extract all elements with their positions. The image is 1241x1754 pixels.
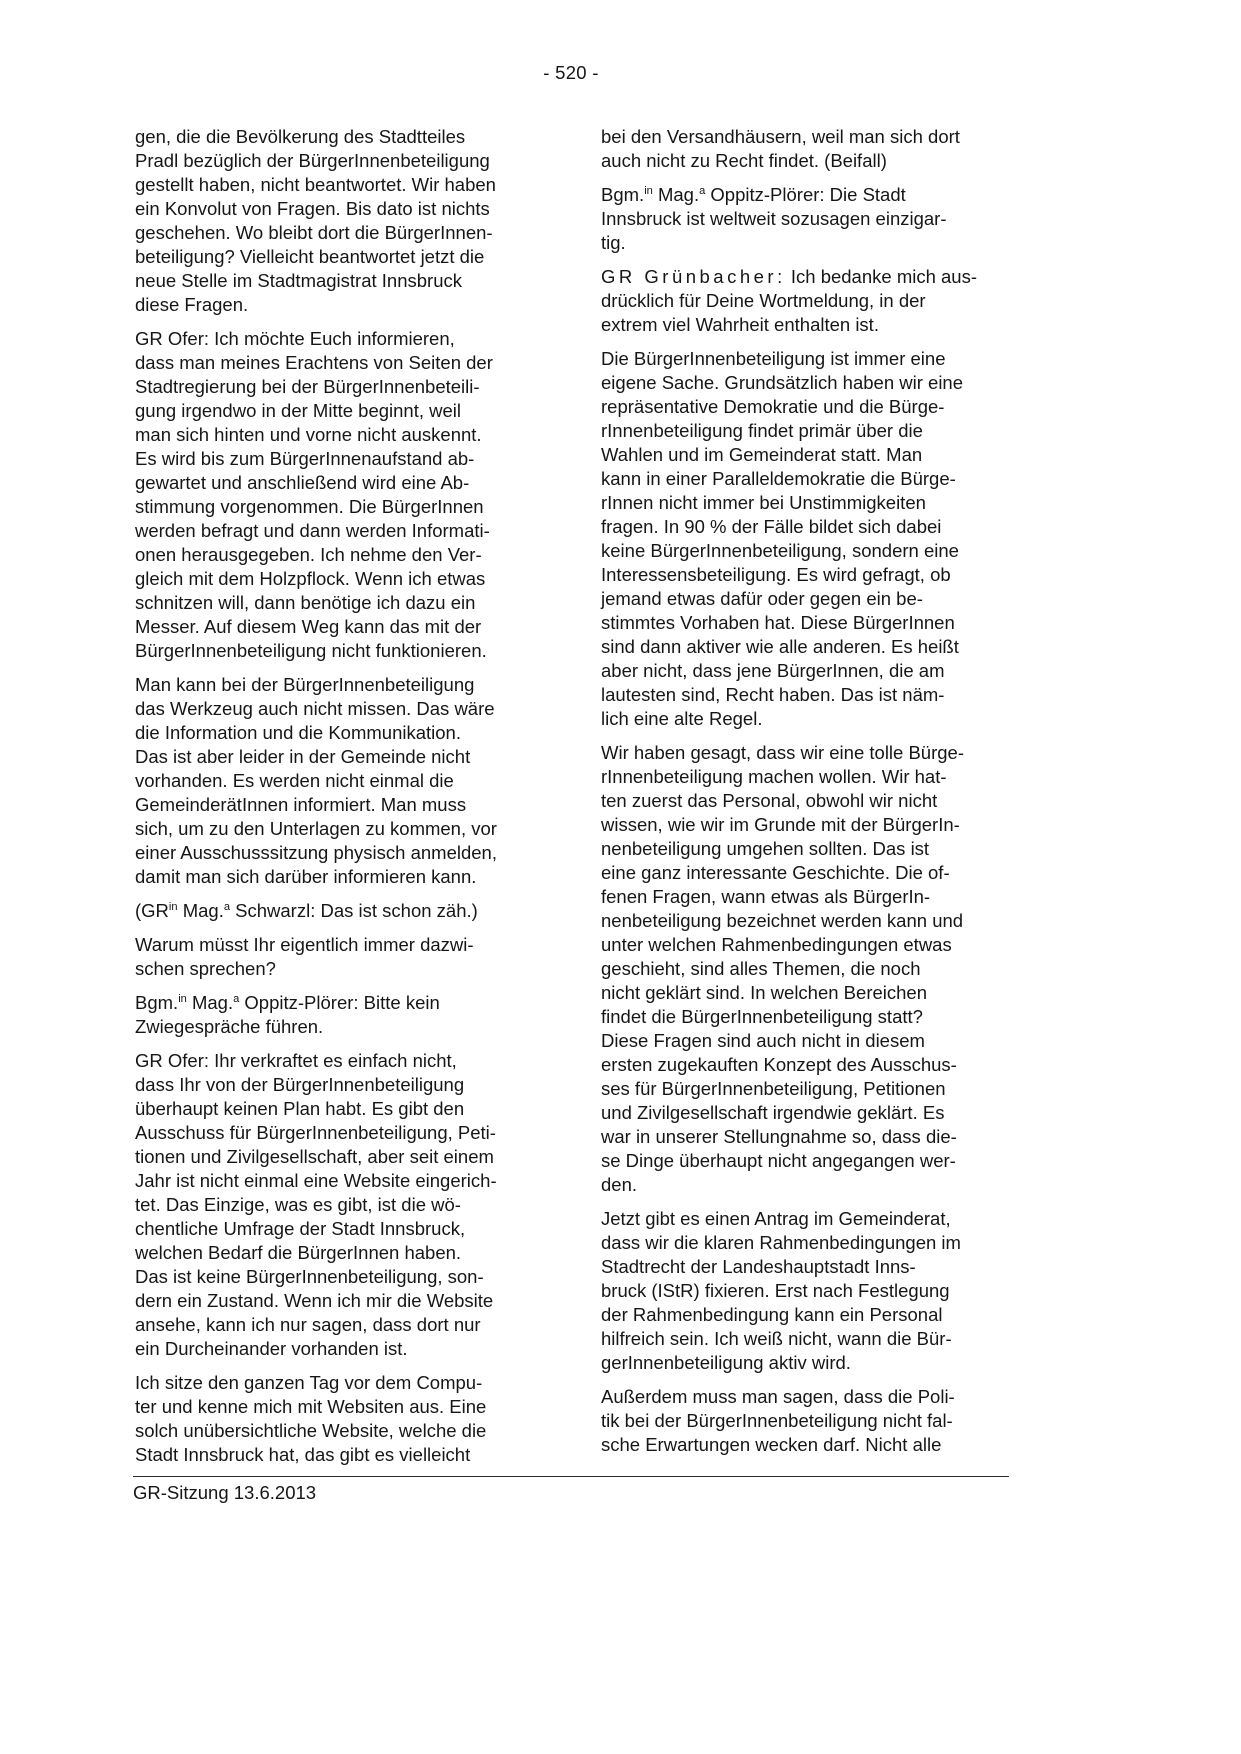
paragraph: Bgm.$^{in}$ Mag.$^a$ Oppitz-Plörer: Die Stadt Innsbruck ist weltweit sozusagen einzigar- tig. — [601, 184, 947, 253]
paragraph: bei den Versandhäusern, weil man sich dort auch nicht zu Recht findet. (Beifall) — [601, 126, 960, 171]
text-columns — [135, 125, 1015, 1467]
paragraph: Ich sitze den ganzen Tag vor dem Compu- ter und kenne mich mit Websiten aus. Eine solch unübersichtliche Website, welche die Stadt Innsbruck hat, das gibt es vielleicht — [135, 1372, 487, 1465]
page-footer — [133, 1476, 1009, 1504]
superscript: a — [699, 184, 706, 197]
footer-session-label: GR-Sitzung 13.6.2013 — [133, 1482, 317, 1503]
paragraph: GR Ofer: Ihr verkraftet es einfach nicht, dass Ihr von der BürgerInnenbeteiligung überhaupt keinen Plan habt. Es gibt den Ausschuss für BürgerInnenbeteiligung, Peti- tionen und Zivilgesellschaft, aber seit einem Jahr ist nicht einmal eine Website eingerich- tet. Das Einzige, was es gibt, ist die wö- chentliche Umfrage der Stadt Innsbruck, welchen Bedarf die BürgerInnen haben. Das ist keine BürgerInnenbeteiligung, son- dern ein Zustand. Wenn ich mir die Website ansehe, kann ich nur sagen, dass dort nur ein Durcheinander vorhanden ist. — [135, 1050, 497, 1359]
superscript: a — [233, 992, 240, 1005]
speaker-name: GR Grünbacher: — [601, 266, 786, 287]
paragraph: Außerdem muss man sagen, dass die Poli- tik bei der BürgerInnenbeteiligung nicht fal- sche Erwartungen wecken darf. Nicht alle — [601, 1386, 955, 1455]
left-column — [135, 125, 547, 1467]
paragraph: GR Grünbacher: Ich bedanke mich aus- drücklich für Deine Wortmeldung, in der extrem viel Wahrheit enthalten ist. — [601, 266, 978, 335]
superscript: in — [168, 900, 178, 913]
page-number: - 520 - — [543, 62, 599, 83]
paragraph: GR Ofer: Ich möchte Euch informieren, dass man meines Erachtens von Seiten der Stadtregierung bei der BürgerInnenbeteili- gung irgendwo in der Mitte beginnt, weil man sich hinten und vorne nicht auskennt. Es wird bis zum BürgerInnenaufstand ab- gewartet und anschließend wird eine Ab- stimmung vorgenommen. Die BürgerInnen werden befragt und dann werden Informati- onen herausgegeben. Ich nehme den Ver- gleich mit dem Holzpflock. Wenn ich etwas schnitzen will, dann benötige ich dazu ein Messer. Auf diesem Weg kann das mit der BürgerInnenbeteiligung nicht funktionieren. — [135, 328, 493, 661]
superscript: in — [644, 184, 653, 197]
paragraph: Jetzt gibt es einen Antrag im Gemeinderat, dass wir die klaren Rahmenbedingungen im Stadtrecht der Landeshauptstadt Inns- bruck (IStR) fixieren. Erst nach Festlegung der Rahmenbedingung kann ein Personal hilfreich sein. Ich weiß nicht, wann die Bür- gerInnenbeteiligung aktiv wird. — [601, 1208, 961, 1373]
paragraph: Bgm.$^{in}$ Mag.$^a$ Oppitz-Plörer: Bitte kein Zwiegespräche führen. — [135, 992, 440, 1037]
paragraph: gen, die die Bevölkerung des Stadtteiles Pradl bezüglich der BürgerInnenbeteiligung gestellt haben, nicht beantwortet. Wir haben ein Konvolut von Fragen. Bis dato ist nichts geschehen. Wo bleibt dort die BürgerInnen- beteiligung? Vielleicht beantwortet jetzt die neue Stelle im Stadtmagistrat Innsbruck diese Fragen. — [135, 126, 496, 315]
paragraph: Warum müsst Ihr eigentlich immer dazwi- schen sprechen? — [135, 934, 474, 979]
paragraph: Man kann bei der BürgerInnenbeteiligung das Werkzeug auch nicht missen. Das wäre die Information und die Kommunikation. Das ist aber leider in der Gemeinde nicht vorhanden. Es werden nicht einmal die GemeinderätInnen informiert. Man muss sich, um zu den Unterlagen zu kommen, vor einer Ausschusssitzung physisch anmelden, damit man sich darüber informieren kann. — [135, 674, 497, 887]
paragraph: Die BürgerInnenbeteiligung ist immer eine eigene Sache. Grundsätzlich haben wir eine repräsentative Demokratie und die Bürge- rInnenbeteiligung findet primär über die Wahlen und im Gemeinderat statt. Man kann in einer Paralleldemokratie die Bürge- rInnen nicht immer bei Unstimmigkeiten fragen. In 90 % der Fälle bildet sich dabei keine BürgerInnenbeteiligung, sondern eine Interessensbeteiligung. Es wird gefragt, ob jemand etwas dafür oder gegen ein be- stimmtes Vorhaben hat. Diese BürgerInnen sind dann aktiver wie alle anderen. Es heißt aber nicht, dass jene BürgerInnen, die am lautesten sind, Recht haben. Das ist näm- lich eine alte Regel. — [601, 348, 964, 729]
paragraph: ($GR^{in}$ Mag.$^a$ Schwarzl: Das ist schon zäh.) — [135, 900, 478, 921]
right-column — [601, 125, 1013, 1467]
superscript: a — [223, 900, 231, 913]
paragraph: Wir haben gesagt, dass wir eine tolle Bürge- rInnenbeteiligung machen wollen. Wir hat- ten zuerst das Personal, obwohl wir nicht wissen, wie wir im Grunde mit der BürgerIn- nenbeteiligung umgehen sollten. Das ist eine ganz interessante Geschichte. Die of- fenen Fragen, wann etwas als BürgerIn- nenbeteiligung bezeichnet werden kann und unter welchen Rahmenbedingungen etwas geschieht, sind alles Themen, die noch nicht geklärt sind. In welchen Bereichen findet die BürgerInnenbeteiligung statt? Diese Fragen sind auch nicht in diesem ersten zugekauften Konzept des Ausschus- ses für BürgerInnenbeteiligung, Petitionen und Zivilgesellschaft irgendwie geklärt. Es war in unserer Stellungnahme so, dass die- se Dinge überhaupt nicht angegangen wer- den. — [601, 742, 964, 1195]
superscript: in — [178, 992, 187, 1005]
